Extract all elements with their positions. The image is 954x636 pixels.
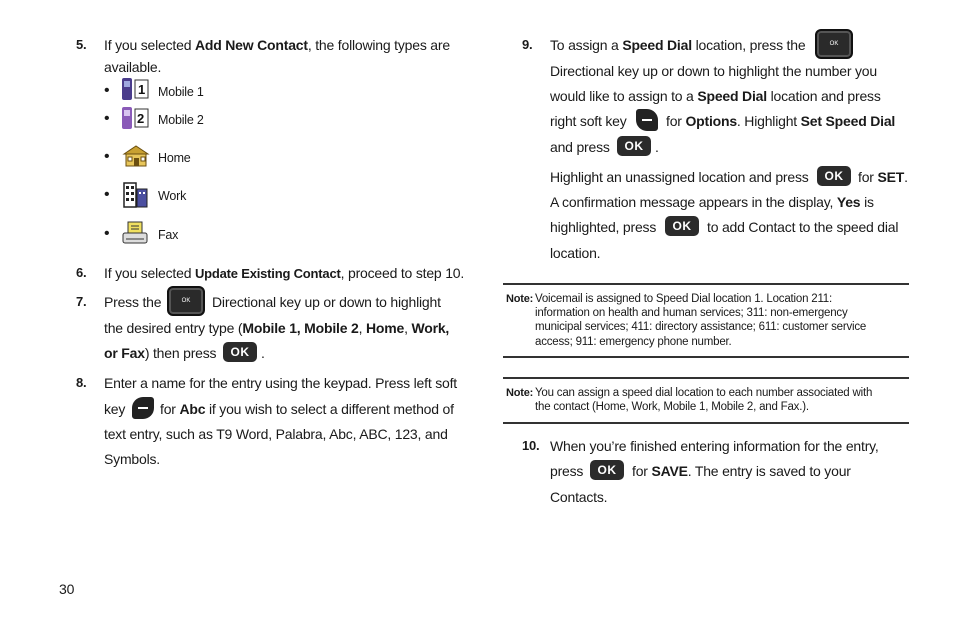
bullet: • [104,186,110,203]
step-8-line-4: Symbols. [104,451,160,467]
type-label-fax: Fax [158,228,179,242]
note-1-line-1: Voicemail is assigned to Speed Dial location 1. Location 211: [535,293,833,305]
step-6-text: If you selected Update Existing Contact, proceed to step 10. [104,265,465,281]
note-1-line-2: information on health and human services; 311: non-emergency [535,307,848,319]
step-10-line-1: When you’re finished entering information for the entry, [550,438,879,454]
bullet: • [104,148,110,165]
step-8-line-2a: key [104,401,126,417]
step-9-line-3: would like to assign to a Speed Dial location and press [550,88,881,104]
note-1-label: Note: [506,293,534,305]
note-2-line-2: the contact (Home, Work, Mobile 1, Mobile 2, and Fax.). [535,401,809,413]
step-9b-line-4: location. [550,245,601,261]
bullet: • [104,82,110,99]
step-10-line-3: Contacts. [550,489,608,505]
step-7-number: 7. [76,294,87,309]
note-2-line-1: You can assign a speed dial location to each number associated with [535,387,873,399]
step-9-line-2: Directional key up or down to highlight the number you [550,63,877,79]
step-9b-line-3a: highlighted, press [550,219,657,235]
ok-key-icon: OK [665,216,699,236]
type-label-work: Work [158,189,187,203]
step-8-line-1: Enter a name for the entry using the keypad. Press left soft [104,375,457,391]
bullet: • [104,110,110,127]
step-7-line-1b: Directional key up or down to highlight [212,294,441,310]
step-10-line-2a: press [550,463,584,479]
ok-key-icon: OK [617,136,651,156]
step-9-period: . [655,139,659,155]
step-5-line-2: available. [104,59,162,75]
note-1-line-4: access; 911: emergency phone number. [535,336,732,348]
note-divider [503,283,909,285]
note-2-label: Note: [506,387,534,399]
step-10-line-2b: for SAVE. The entry is saved to your [632,463,851,479]
directional-key-icon: OK [167,286,205,316]
type-label-mobile-2: Mobile 2 [158,113,204,127]
step-9-number: 9. [522,37,533,52]
note-divider [503,356,909,358]
ok-key-icon: OK [223,342,257,362]
fax-icon [121,220,149,246]
svg-text:1: 1 [138,82,146,97]
bullet: • [104,225,110,242]
mobile-1-icon [121,77,149,101]
home-icon [121,144,151,168]
left-soft-key-icon [132,397,154,419]
right-soft-key-icon [636,109,658,131]
mobile-2-icon [121,105,149,131]
note-1-line-3: municipal services; 411: directory assistance; 611: customer service [535,321,867,333]
step-8-line-2b: for Abc if you wish to select a different method of [160,401,454,417]
step-7-period: . [261,345,265,361]
step-5-line-1: If you selected Add New Contact, the following types are [104,37,450,53]
svg-text:2: 2 [137,111,145,126]
step-7-line-1: Press the [104,294,162,310]
note-divider [503,422,909,424]
ok-key-icon: OK [590,460,624,480]
step-8-number: 8. [76,375,87,390]
step-9-line-5: and press [550,139,610,155]
step-9-line-4b: for Options. Highlight Set Speed Dial [666,113,896,129]
directional-key-icon: OK [815,29,853,59]
step-7-line-2: the desired entry type (Mobile 1, Mobile 2, Home, Work, [104,320,450,336]
step-9b-line-1a: Highlight an unassigned location and press [550,169,809,185]
work-icon [121,181,149,209]
step-9b-line-2: A confirmation message appears in the display, Yes is [550,194,874,210]
step-9-line-1: To assign a Speed Dial location, press the [550,37,806,53]
note-divider [503,377,909,379]
step-10-number: 10. [522,438,540,453]
step-5-number: 5. [76,37,87,52]
type-label-home: Home [158,151,191,165]
step-8-line-3: text entry, such as T9 Word, Palabra, Abc, ABC, 123, and [104,426,448,442]
step-9b-line-3b: to add Contact to the speed dial [707,219,899,235]
step-7-line-3: or Fax) then press [104,345,217,361]
step-6-number: 6. [76,265,87,280]
step-9b-line-1b: for SET. [858,169,908,185]
step-9-line-4a: right soft key [550,113,627,129]
page-number: 30 [59,581,75,597]
ok-key-icon: OK [817,166,851,186]
type-label-mobile-1: Mobile 1 [158,85,204,99]
